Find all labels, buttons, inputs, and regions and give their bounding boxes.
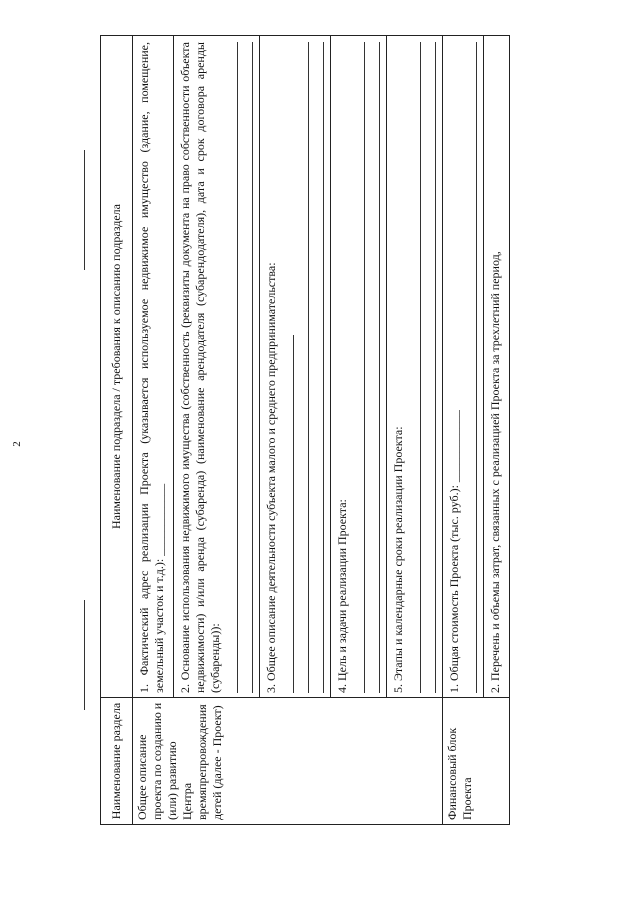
section-1-item-3: [260, 36, 331, 698]
blank-line: [365, 42, 380, 693]
blank-line: [309, 42, 324, 693]
blank-line: [294, 42, 309, 693]
blank-line: [279, 335, 294, 693]
table-row: [133, 36, 174, 825]
page-number: 2: [10, 441, 23, 447]
margin-line-bottom: [84, 600, 85, 710]
table-row: [443, 36, 484, 825]
blank-line: [421, 42, 436, 693]
rotated-table-wrapper: [100, 35, 588, 825]
section-1-name: Общее описание проекта по созданию и (или) развитию Центра времяпрепровождения детей (далее - Проект): [133, 698, 443, 825]
header-subsection-name: Наименование подраздела / требования к описанию подраздела: [101, 36, 133, 698]
section-1-item-4: [331, 36, 387, 698]
section-1-item-2: [174, 36, 260, 698]
item-text: 5. Этапы и календарные сроки реализации Проекта:: [391, 426, 405, 693]
item-text: 2. Перечень и объемы затрат, связанных с реализацией Проекта за трехлетний период,: [488, 251, 502, 693]
item-text: 1. Общая стоимость Проекта (тыс. руб.): ____________: [447, 410, 461, 693]
section-2-item-2: [484, 36, 510, 698]
blank-line: [350, 42, 365, 693]
blank-line: [223, 42, 238, 693]
section-table: [100, 35, 510, 825]
section-2-item-1: [443, 36, 484, 698]
header-section-name: Наименование раздела: [101, 698, 133, 825]
item-text: 2. Основание использования недвижимого имущества (собственность (реквизиты документа на право собственности объекта недвижимости) и/или аренда (субаренда) (наименование арендодателя (субарендодателя), дата и срок договора аренды (субаренды)):: [178, 42, 222, 693]
section-1-item-1: [133, 36, 174, 698]
blank-line: [238, 42, 253, 693]
blank-line: [406, 42, 421, 693]
table-header-row: [101, 36, 133, 825]
item-text: 3. Общее описание деятельности субъекта малого и среднего предпринимательства:: [264, 262, 278, 693]
section-1-item-5: [387, 36, 443, 698]
item-text: 1. Фактический адрес реализации Проекта (указывается используемое недвижимое имущество (здание, помещение, земельный участок и т.д.): ____________: [137, 42, 166, 693]
margin-line-top: [84, 150, 85, 270]
blank-line: [462, 42, 477, 693]
item-text: 4. Цель и задачи реализации Проекта:: [335, 499, 349, 693]
section-2-name: Финансовый блок Проекта: [443, 698, 510, 825]
